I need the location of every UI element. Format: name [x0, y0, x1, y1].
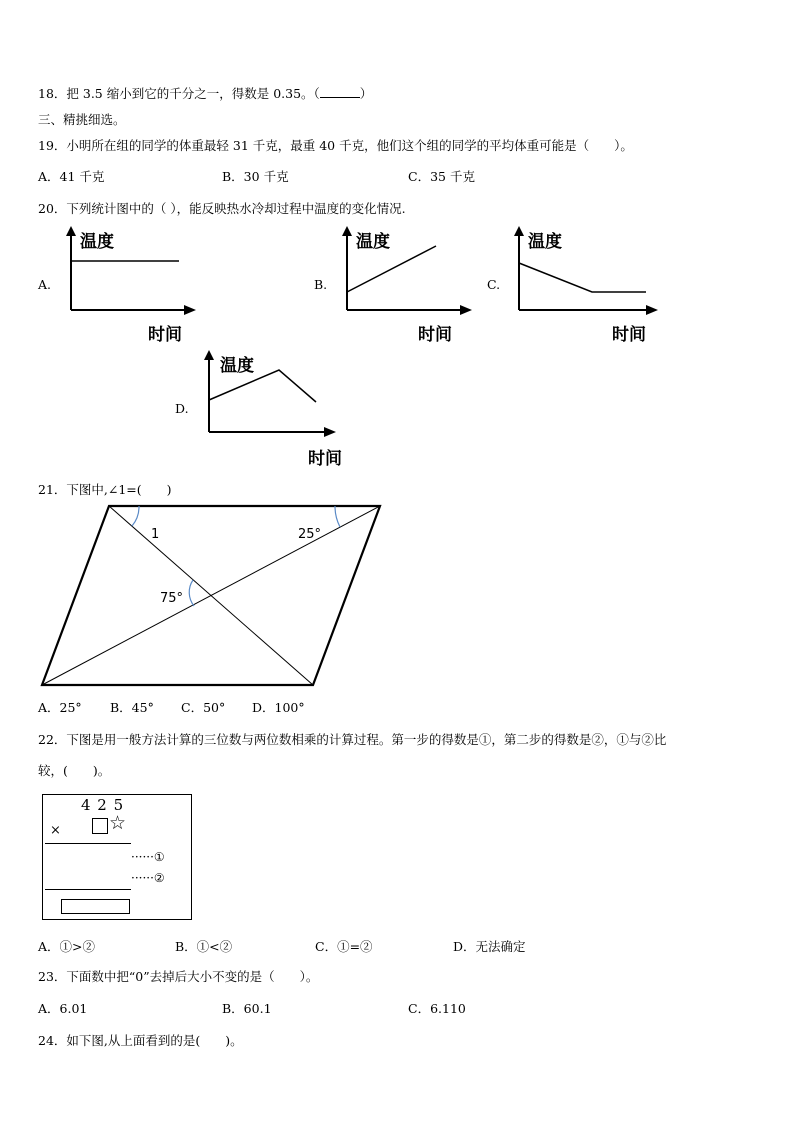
question-22-text-line2: 较，( )。 — [38, 763, 111, 778]
q23-option-a: A．6.01 — [38, 1001, 88, 1016]
q22-option-a: A．①>② — [38, 939, 96, 954]
rule-line-1 — [45, 843, 131, 844]
graph-b-line — [347, 246, 436, 292]
star-icon: ☆ — [109, 812, 127, 834]
q20-label-b: B. — [314, 277, 328, 292]
graph-d-ylabel: 温度 — [220, 356, 254, 376]
multiplicand: 4 2 5 — [81, 796, 125, 814]
angle-75-arc — [189, 580, 194, 606]
times-sign: × — [50, 823, 61, 838]
multiplication-box — [42, 794, 192, 920]
question-20-text: 20．下列统计图中的（ ），能反映热水冷却过程中温度的变化情况. — [38, 201, 406, 216]
graph-c — [510, 226, 665, 346]
q20-label-c: C. — [487, 277, 501, 292]
q19-option-b: B．30 千克 — [222, 169, 289, 184]
q20-label-d: D. — [175, 401, 189, 416]
graph-c-xlabel: 时间 — [612, 325, 646, 345]
question-23-text: 23．下面数中把“0”去掉后大小不变的是（ ）。 — [38, 969, 319, 984]
graph-a — [62, 226, 202, 346]
question-19-text: 19．小明所在组的同学的体重最轻 31 千克，最重 40 千克，他们这个组的同学的平均体重可能是（ ）。 — [38, 138, 633, 153]
q20-label-a: A. — [38, 277, 52, 292]
question-21-text: 21．下图中,∠1=( ) — [38, 482, 172, 497]
graph-d — [200, 350, 345, 470]
graph-d-xlabel: 时间 — [308, 449, 342, 469]
parallelogram-figure — [36, 500, 388, 692]
q21-option-b: B．45° — [110, 700, 154, 715]
q23-option-b: B．60.1 — [222, 1001, 272, 1016]
question-22-text-line1: 22．下图是用一般方法计算的三位数与两位数相乘的计算过程。第一步的得数是①，第二步的得数是②，①与②比 — [38, 732, 667, 747]
angle-1-arc — [132, 506, 139, 526]
graph-a-ylabel: 温度 — [80, 232, 114, 252]
graph-b-ylabel: 温度 — [356, 232, 390, 252]
diagonal-2 — [42, 506, 380, 685]
graph-c-ylabel: 温度 — [528, 232, 562, 252]
q22-option-d: D．无法确定 — [453, 939, 526, 954]
graph-c-line — [519, 263, 646, 292]
angle-75-label: 75° — [160, 591, 184, 606]
q19-option-a: A．41 千克 — [38, 169, 105, 184]
q22-option-b: B．①<② — [175, 939, 233, 954]
graph-b — [338, 226, 478, 346]
q19-option-c: C．35 千克 — [408, 169, 475, 184]
step-1-marker: ······① — [131, 850, 165, 864]
angle-1-label: 1 — [151, 527, 160, 542]
question-24-text: 24．如下图,从上面看到的是( )。 — [38, 1033, 243, 1048]
q23-option-c: C．6.110 — [408, 1001, 466, 1016]
question-18-close: ） — [359, 86, 373, 101]
question-18 — [38, 84, 372, 102]
angle-25-arc — [335, 506, 340, 527]
section-heading: 三、精挑细选。 — [38, 112, 126, 127]
q21-option-a: A．25° — [38, 700, 82, 715]
question-18-text: 18．把 3.5 缩小到它的千分之一，得数是 0.35。（ — [38, 86, 320, 101]
graph-b-xlabel: 时间 — [418, 325, 452, 345]
rule-line-2 — [45, 889, 131, 890]
graph-a-xlabel: 时间 — [148, 325, 182, 345]
q21-option-d: D．100° — [252, 700, 305, 715]
answer-blank — [320, 85, 360, 98]
q21-option-c: C．50° — [181, 700, 226, 715]
step-2-marker: ······② — [131, 871, 165, 885]
angle-25-label: 25° — [298, 527, 322, 542]
square-placeholder — [92, 818, 108, 834]
q22-option-c: C．①=② — [315, 939, 373, 954]
result-box — [61, 899, 130, 914]
